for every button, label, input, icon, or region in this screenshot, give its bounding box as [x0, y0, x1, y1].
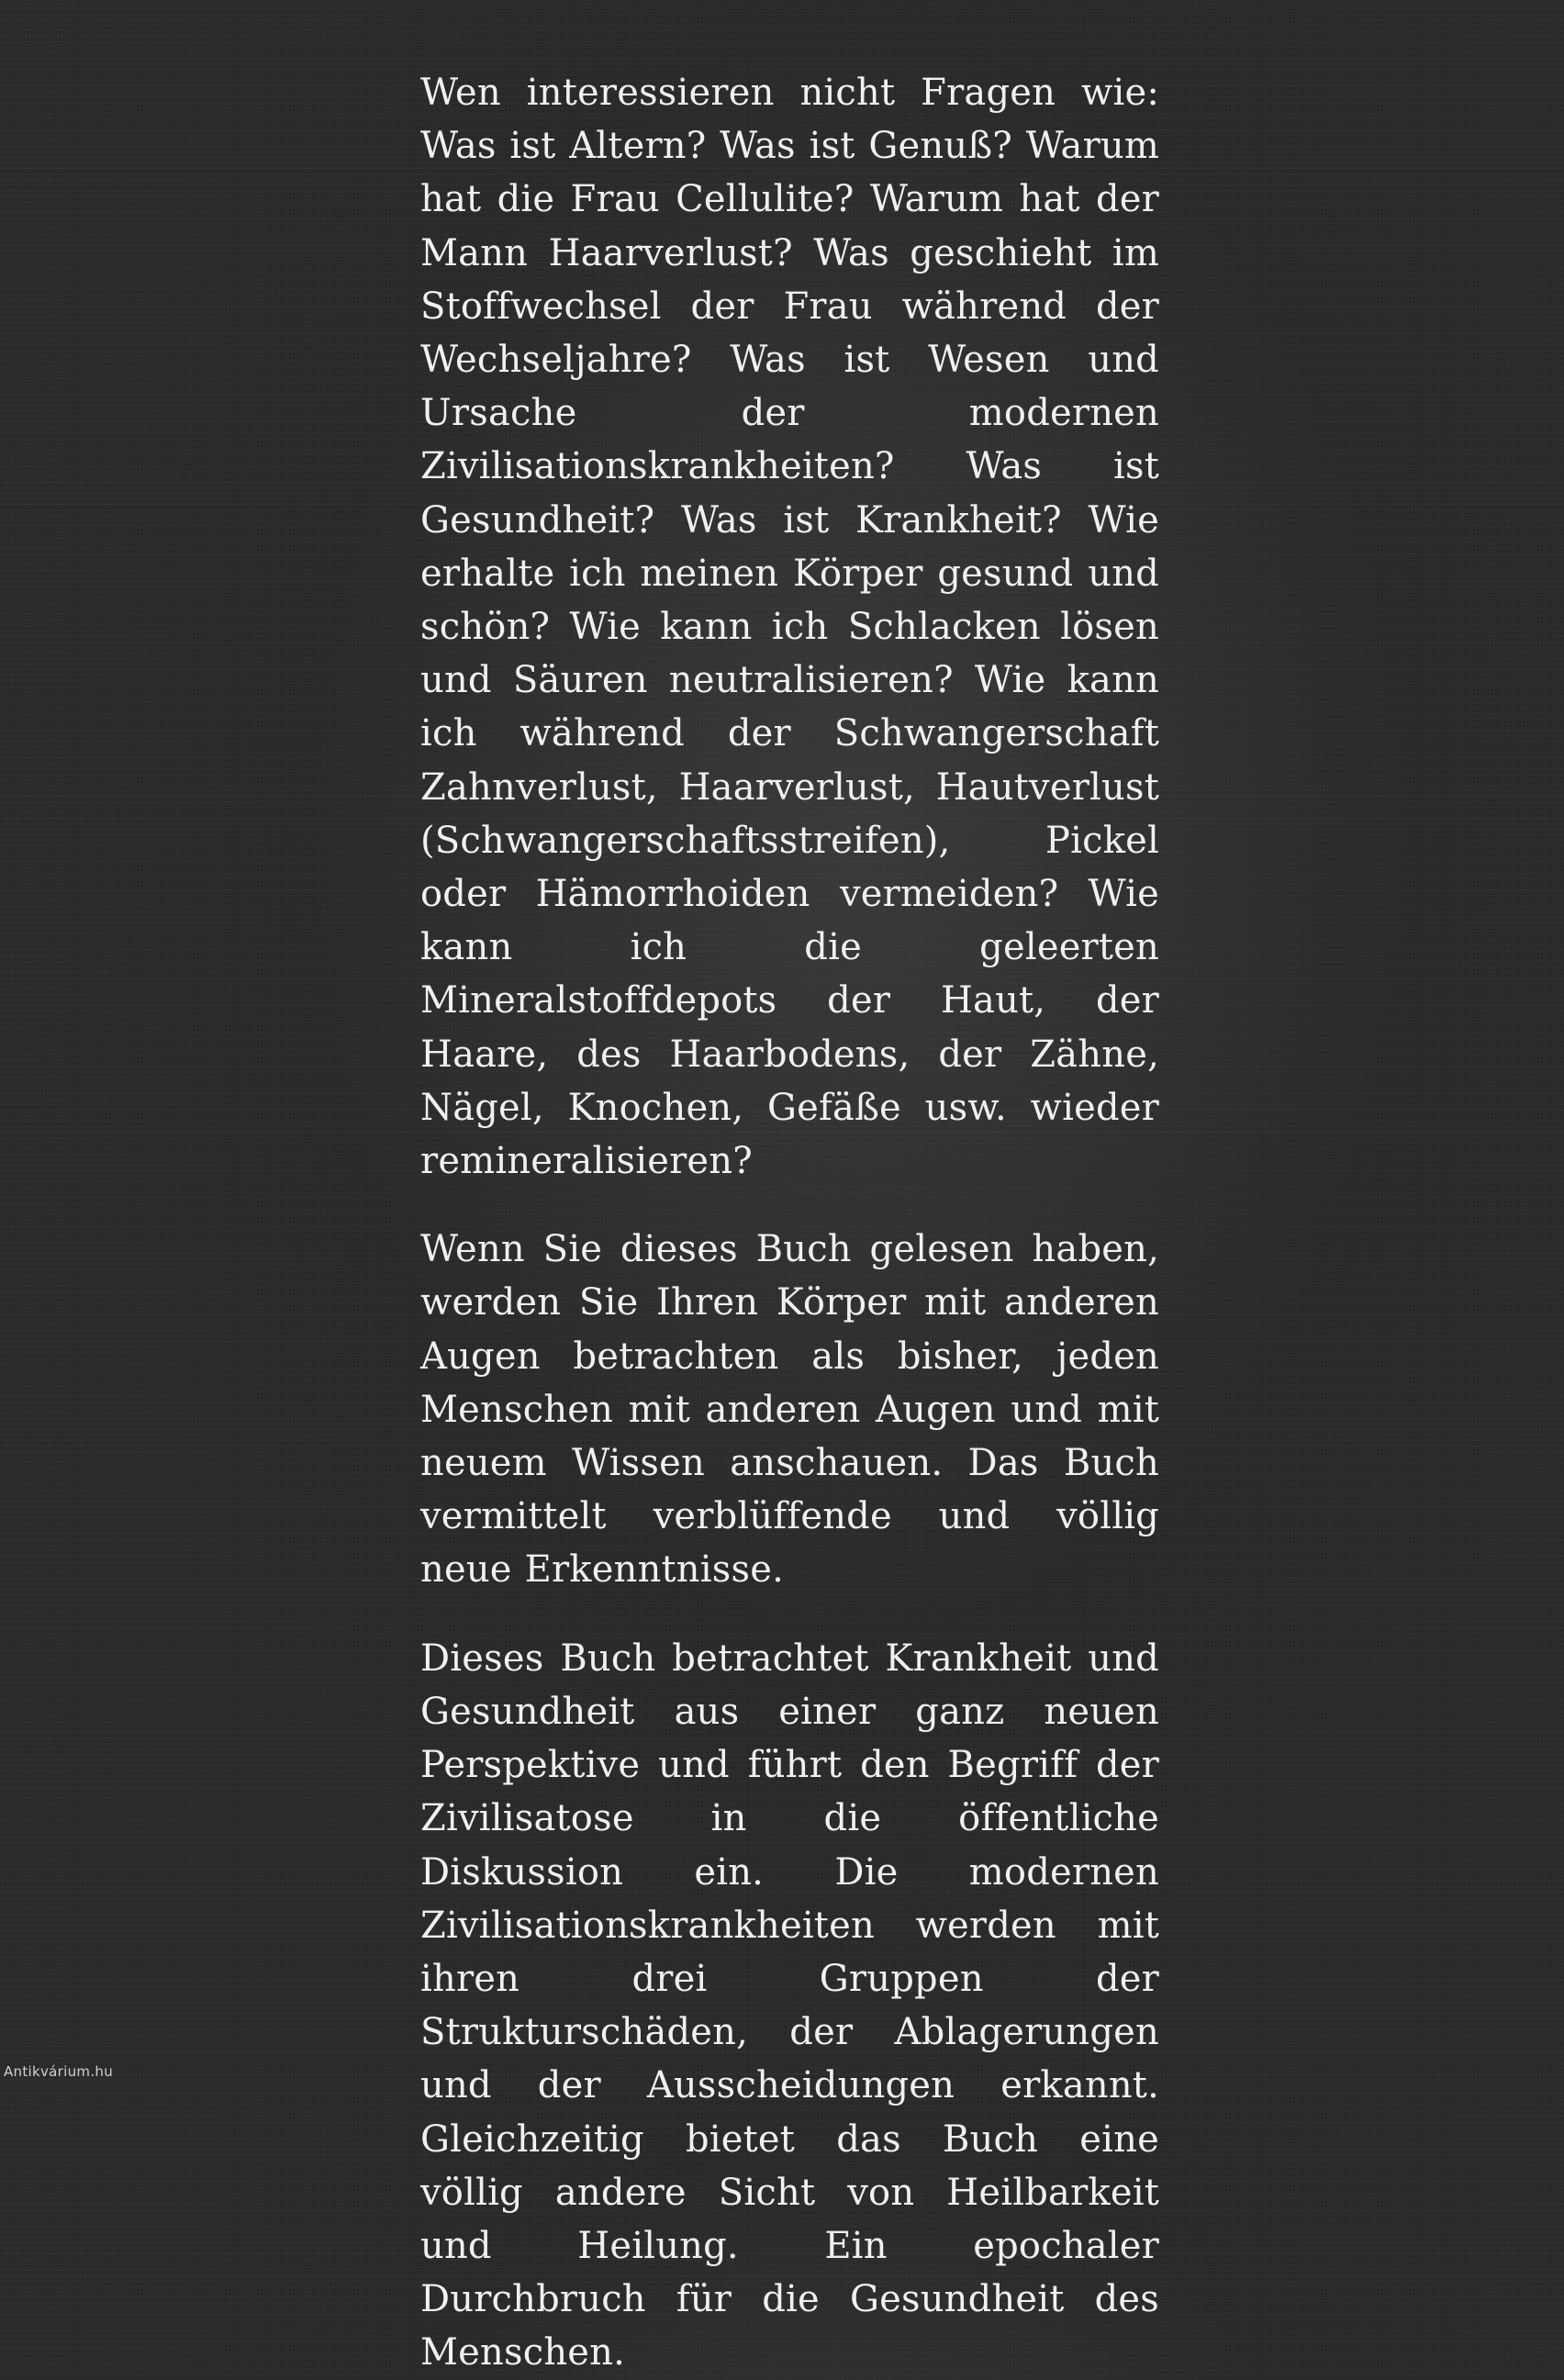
source-watermark: Antikvárium.hu	[4, 2063, 114, 2080]
blurb-paragraph-2: Wenn Sie dieses Buch gelesen haben, werden Sie Ihren Körper mit anderen Augen betrachten als bisher, jeden Menschen mit anderen Augen und mit neuem Wissen anschauen. Das Buch vermittelt verblüffende und völlig neue Erkenntnisse.	[420, 1228, 1159, 1592]
blurb-paragraph-3: Dieses Buch betrachtet Krankheit und Gesundheit aus einer ganz neuen Perspektive und führt den Begriff der Zivilisatose in die öffentliche Diskussion ein. Die modernen Zivilisationskrankheiten werden mit ihren drei Gruppen der Strukturschäden, der Ablagerungen und der Ausscheidungen erkannt. Gleichzeitig bietet das Buch eine völlig andere Sicht von Heilbarkeit und Heilung. Ein epochaler Durchbruch für die Gesundheit des Menschen.	[420, 1637, 1159, 2374]
blurb-text-block	[420, 66, 1159, 2380]
blurb-paragraph-1: Wen interessieren nicht Fragen wie: Was ist Altern? Was ist Genuß? Warum hat die Frau Cellulite? Warum hat der Mann Haarverlust? Was geschieht im Stoffwechsel der Frau während der Wechseljahre? Was ist Wesen und Ursache der modernen Zivilisationskrankheiten? Was ist Gesundheit? Was ist Krankheit? Wie erhalte ich meinen Körper gesund und schön? Wie kann ich Schlacken lösen und Säuren neutralisieren? Wie kann ich während der Schwangerschaft Zahnverlust, Haarverlust, Hautverlust (Schwangerschaftsstreifen), Pickel oder Hämorrhoiden vermeiden? Wie kann ich die geleerten Mineralstoffdepots der Haut, der Haare, des Haarbodens, der Zähne, Nägel, Knochen, Gefäße usw. wieder remineralisieren?	[420, 72, 1159, 1183]
